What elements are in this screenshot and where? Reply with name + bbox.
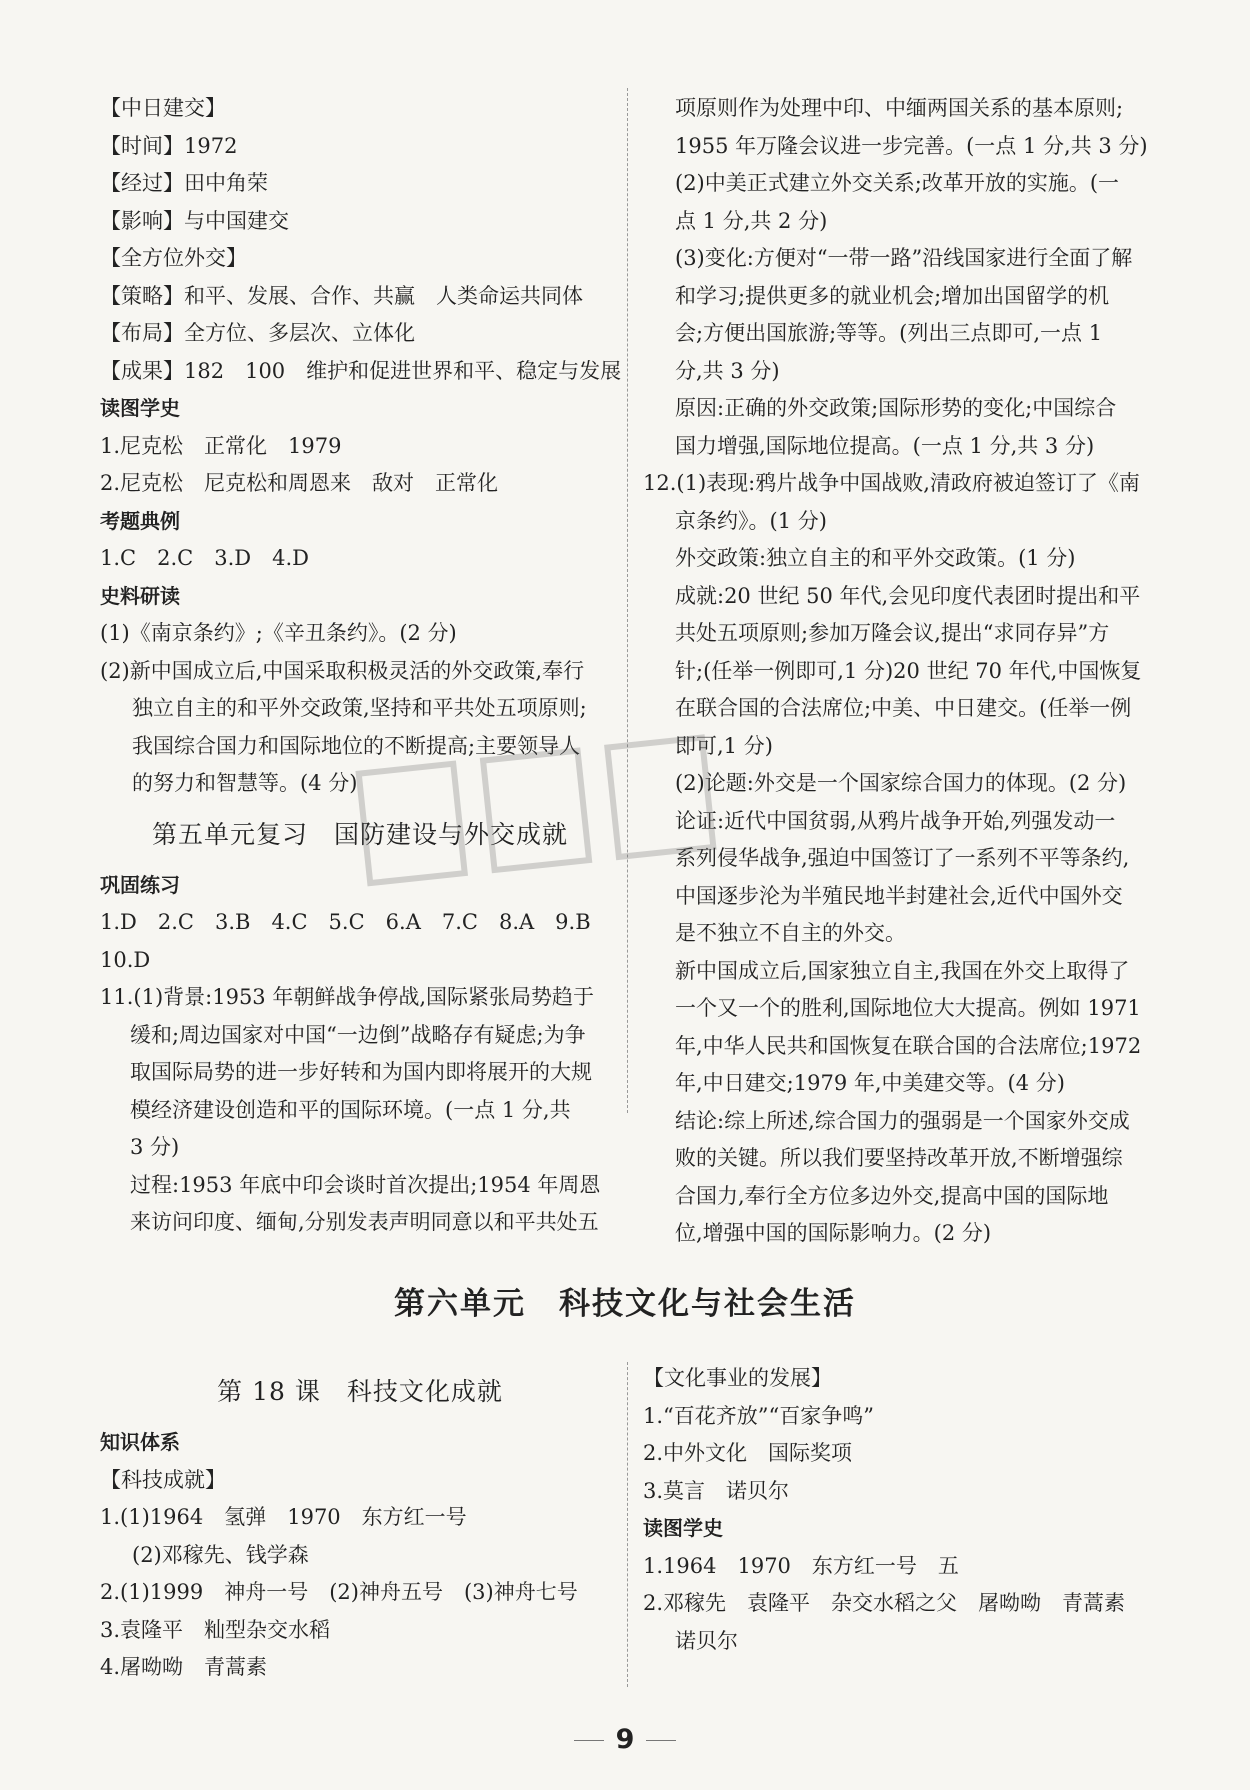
left-column-top bbox=[100, 90, 620, 1242]
answer-line: 1.(1)1964 氢弹 1970 东方红一号 bbox=[100, 1505, 467, 1529]
answer-line: 在联合国的合法席位;中美、中日建交。(任举一例 bbox=[675, 696, 1132, 720]
answer-line: 点 1 分,共 2 分) bbox=[675, 208, 828, 233]
page-number-value: 9 bbox=[615, 1724, 635, 1755]
answer-line: 国力增强,国际地位提高。(一点 1 分,共 3 分) bbox=[675, 433, 1095, 458]
answer-line: 的努力和智慧等。(4 分) bbox=[132, 771, 358, 795]
answer-line: 诺贝尔 bbox=[675, 1628, 738, 1653]
lesson-title: 第五单元复习 国防建设与外交成就 bbox=[151, 819, 568, 849]
answer-line: 3.袁隆平 籼型杂交水稻 bbox=[100, 1617, 331, 1642]
answer-line: 合国力,奉行全方位多边外交,提高中国的国际地 bbox=[675, 1183, 1109, 1208]
answer-line: 【中日建交】 bbox=[100, 96, 226, 120]
answer-line: 1.尼克松 正常化 1979 bbox=[100, 433, 342, 458]
answer-line: 2.尼克松 尼克松和周恩来 敌对 正常化 bbox=[100, 471, 499, 495]
answer-line: 京条约》。(1 分) bbox=[675, 508, 827, 533]
answer-line: 1.D 2.C 3.B 4.C 5.C 6.A 7.C 8.A 9.B bbox=[100, 910, 591, 934]
answer-line: 共处五项原则;参加万隆会议,提出“求同存异”方 bbox=[675, 621, 1110, 645]
answer-line: 一个又一个的胜利,国际地位大大提高。例如 1971 bbox=[675, 996, 1141, 1020]
answer-line: 1955 年万隆会议进一步完善。(一点 1 分,共 3 分) bbox=[675, 133, 1148, 158]
lesson-title: 第 18 课 科技文化成就 bbox=[217, 1377, 503, 1406]
unit-title: 第六单元 科技文化与社会生活 bbox=[394, 1286, 856, 1322]
answer-line: 1.1964 1970 东方红一号 五 bbox=[643, 1553, 959, 1578]
answer-line: 4.屠呦呦 青蒿素 bbox=[100, 1655, 268, 1679]
right-column-bottom bbox=[643, 1360, 1163, 1660]
answer-line: 【时间】1972 bbox=[100, 133, 238, 158]
answer-line: (1)《南京条约》;《辛丑条约》。(2 分) bbox=[100, 621, 457, 645]
answer-line: 2.中外文化 国际奖项 bbox=[643, 1441, 853, 1465]
page-number bbox=[0, 1724, 1250, 1755]
answer-line: 1.C 2.C 3.D 4.D bbox=[100, 546, 309, 570]
answer-line: 败的关键。所以我们要坚持改革开放,不断增强综 bbox=[675, 1146, 1123, 1170]
answer-line: 10.D bbox=[100, 947, 151, 972]
answer-line: 独立自主的和平外交政策,坚持和平共处五项原则; bbox=[132, 696, 587, 720]
answer-line: 中国逐步沦为半殖民地半封建社会,近代中国外交 bbox=[675, 883, 1123, 908]
left-column-bottom bbox=[100, 1360, 620, 1687]
column-divider-bottom bbox=[627, 1362, 628, 1687]
section-heading: 考题典例 bbox=[100, 508, 180, 533]
answer-line: 3 分) bbox=[130, 1135, 180, 1159]
answer-line: 2.(1)1999 神舟一号 (2)神舟五号 (3)神舟七号 bbox=[100, 1580, 578, 1604]
answer-line: 【策略】和平、发展、合作、共赢 人类命运共同体 bbox=[100, 283, 583, 308]
answer-line: 新中国成立后,国家独立自主,我国在外交上取得了 bbox=[675, 958, 1130, 983]
answer-line: 系列侵华战争,强迫中国签订了一系列不平等条约, bbox=[675, 846, 1130, 870]
answer-line: 论证:近代中国贫弱,从鸦片战争开始,列强发动一 bbox=[675, 808, 1116, 833]
answer-line: 成就:20 世纪 50 年代,会见印度代表团时提出和平 bbox=[675, 583, 1141, 608]
answer-line: (2)邓稼先、钱学森 bbox=[132, 1542, 309, 1567]
answer-line: 我国综合国力和国际地位的不断提高;主要领导人 bbox=[132, 733, 581, 758]
answer-line: 2.邓稼先 袁隆平 杂交水稻之父 屠呦呦 青蒿素 bbox=[643, 1591, 1126, 1615]
answer-line: 结论:综上所述,综合国力的强弱是一个国家外交成 bbox=[675, 1108, 1130, 1133]
answer-line: (2)论题:外交是一个国家综合国力的体现。(2 分) bbox=[675, 771, 1127, 795]
section-heading: 巩固练习 bbox=[100, 872, 180, 897]
section-heading: 史料研读 bbox=[100, 583, 180, 608]
answer-line: 针;(任举一例即可,1 分)20 世纪 70 年代,中国恢复 bbox=[675, 658, 1142, 683]
answer-line: 取国际局势的进一步好转和为国内即将展开的大规 bbox=[130, 1060, 592, 1084]
section-heading: 知识体系 bbox=[100, 1430, 180, 1454]
answer-line: 【成果】182 100 维护和促进世界和平、稳定与发展 bbox=[100, 358, 622, 383]
page-number-dash-right bbox=[646, 1740, 676, 1741]
answer-line: 【影响】与中国建交 bbox=[100, 208, 289, 233]
answer-line: 【科技成就】 bbox=[100, 1467, 226, 1492]
answer-line: 【布局】全方位、多层次、立体化 bbox=[100, 321, 415, 345]
answer-line: 【全方位外交】 bbox=[100, 246, 247, 270]
answer-line: 原因:正确的外交政策;国际形势的变化;中国综合 bbox=[675, 396, 1117, 420]
answer-line: 【经过】田中角荣 bbox=[100, 171, 268, 195]
answer-line: 年,中日建交;1979 年,中美建交等。(4 分) bbox=[675, 1071, 1065, 1095]
section-heading: 读图学史 bbox=[643, 1516, 723, 1540]
answer-line: 3.莫言 诺贝尔 bbox=[643, 1478, 790, 1503]
section-heading: 读图学史 bbox=[100, 396, 180, 420]
answer-line: 模经济建设创造和平的国际环境。(一点 1 分,共 bbox=[130, 1097, 571, 1122]
answer-line: 1.“百花齐放”“百家争鸣” bbox=[643, 1403, 874, 1428]
answer-line: 过程:1953 年底中印会谈时首次提出;1954 年周恩 bbox=[130, 1172, 601, 1197]
answer-line: (3)变化:方便对“一带一路”沿线国家进行全面了解 bbox=[675, 246, 1133, 270]
answer-line: 年,中华人民共和国恢复在联合国的合法席位;1972 bbox=[675, 1033, 1142, 1058]
answer-line: 缓和;周边国家对中国“一边倒”战略存有疑虑;为争 bbox=[130, 1022, 586, 1047]
answer-line: 位,增强中国的国际影响力。(2 分) bbox=[675, 1221, 992, 1245]
answer-line: 来访问印度、缅甸,分别发表声明同意以和平共处五 bbox=[130, 1210, 599, 1234]
answer-line: 外交政策:独立自主的和平外交政策。(1 分) bbox=[675, 546, 1076, 570]
answer-line: 是不独立不自主的外交。 bbox=[675, 921, 906, 945]
answer-line: 11.(1)背景:1953 年朝鲜战争停战,国际紧张局势趋于 bbox=[100, 985, 595, 1009]
right-column-top bbox=[643, 90, 1163, 1253]
page-number-dash-left bbox=[574, 1740, 604, 1741]
column-divider-top bbox=[627, 88, 628, 1113]
answer-line: 12.(1)表现:鸦片战争中国战败,清政府被迫签订了《南 bbox=[643, 471, 1140, 495]
answer-line: 和学习;提供更多的就业机会;增加出国留学的机 bbox=[675, 283, 1110, 308]
answer-line: 分,共 3 分) bbox=[675, 358, 780, 383]
answer-line: 会;方便出国旅游;等等。(列出三点即可,一点 1 bbox=[675, 321, 1103, 345]
answer-line: (2)中美正式建立外交关系;改革开放的实施。(一 bbox=[675, 171, 1120, 195]
answer-line: 即可,1 分) bbox=[675, 733, 773, 758]
answer-line: (2)新中国成立后,中国采取积极灵活的外交政策,奉行 bbox=[100, 658, 585, 683]
answer-line: 项原则作为处理中印、中缅两国关系的基本原则; bbox=[675, 96, 1124, 120]
answer-line: 【文化事业的发展】 bbox=[643, 1366, 832, 1390]
